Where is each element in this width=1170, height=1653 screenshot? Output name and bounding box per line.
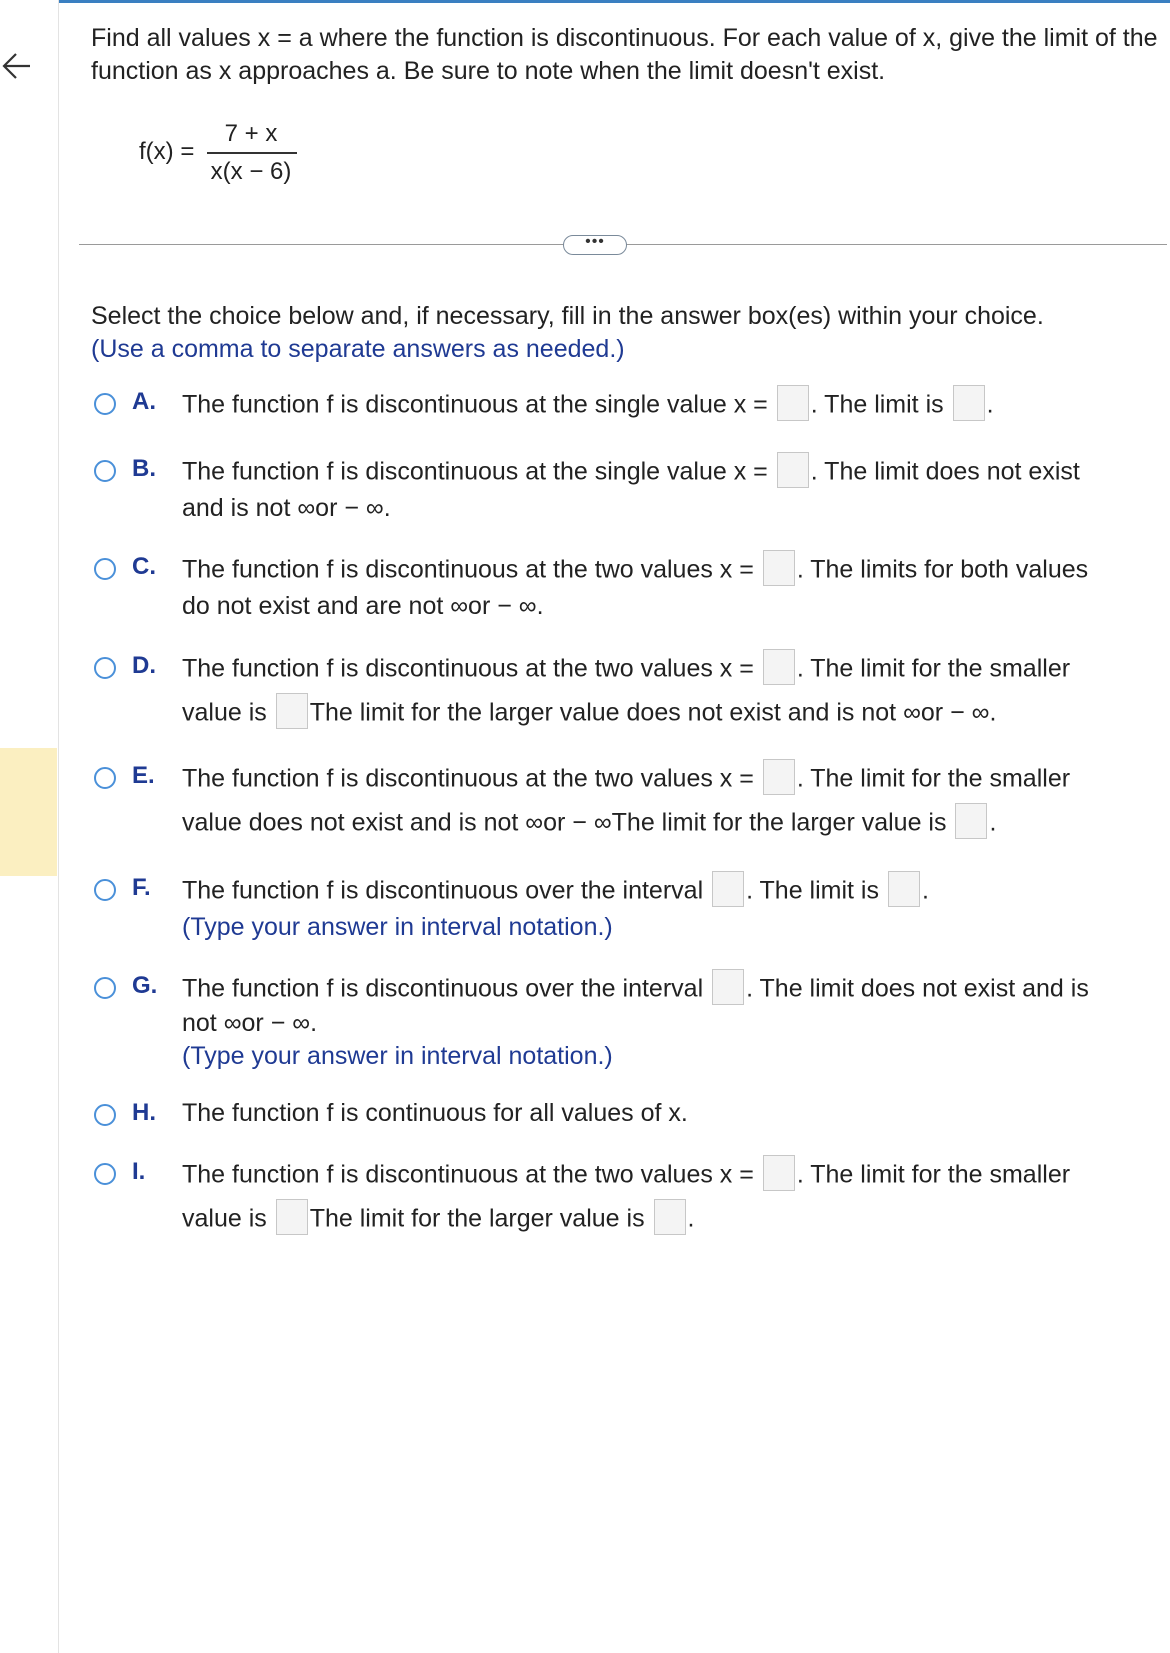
back-arrow-icon[interactable] (0, 48, 36, 84)
option-letter: C. (132, 553, 156, 580)
answer-box-larger-limit[interactable] (654, 1199, 686, 1235)
option-letter: F. (132, 874, 151, 901)
function-fraction (205, 120, 297, 186)
answer-box-limit[interactable] (953, 385, 985, 421)
option-letter: E. (132, 762, 155, 789)
radio-c[interactable] (94, 558, 116, 580)
answer-box-x[interactable] (777, 385, 809, 421)
current-item-marker (0, 748, 57, 876)
answer-box-larger-limit[interactable] (955, 803, 987, 839)
answer-box-interval[interactable] (712, 871, 744, 907)
radio-g[interactable] (94, 977, 116, 999)
question-text: Find all values x = a where the function is discontinuous. For each value of x, give the limit of the function as x approaches a. Be sure to note when the limit doesn't exist. (91, 24, 1158, 85)
option-letter: H. (132, 1099, 156, 1126)
denominator: x(x − 6) (210, 157, 292, 185)
radio-d[interactable] (94, 657, 116, 679)
answer-box-smaller-limit[interactable] (276, 1199, 308, 1235)
option-letter: A. (132, 388, 156, 415)
answer-box-x[interactable] (763, 649, 795, 685)
instruction-text: Select the choice below and, if necessary, fill in the answer box(es) within your choice. (91, 302, 1044, 330)
interval-hint: (Type your answer in interval notation.) (182, 1042, 613, 1070)
answer-box-x[interactable] (777, 452, 809, 488)
numerator: 7 + x (224, 120, 278, 147)
show-more-button[interactable]: ••• (563, 235, 627, 255)
radio-b[interactable] (94, 460, 116, 482)
option-letter: I. (132, 1158, 146, 1185)
answer-box-limit[interactable] (888, 871, 920, 907)
function-label: f(x) = (139, 138, 195, 165)
answer-box-x[interactable] (763, 550, 795, 586)
answer-box-x[interactable] (763, 1155, 795, 1191)
interval-hint: (Type your answer in interval notation.) (182, 913, 613, 941)
instructions (91, 300, 1044, 366)
radio-i[interactable] (94, 1163, 116, 1185)
instruction-hint: (Use a comma to separate answers as needed.) (91, 335, 625, 363)
answer-box-smaller-limit[interactable] (276, 693, 308, 729)
answer-box-x[interactable] (763, 759, 795, 795)
top-accent-line (0, 0, 1170, 3)
option-letter: G. (132, 972, 158, 999)
radio-a[interactable] (94, 393, 116, 415)
radio-f[interactable] (94, 879, 116, 901)
answer-box-interval[interactable] (712, 969, 744, 1005)
option-letter: D. (132, 652, 156, 679)
option-letter: B. (132, 455, 156, 482)
radio-h[interactable] (94, 1104, 116, 1126)
radio-e[interactable] (94, 767, 116, 789)
